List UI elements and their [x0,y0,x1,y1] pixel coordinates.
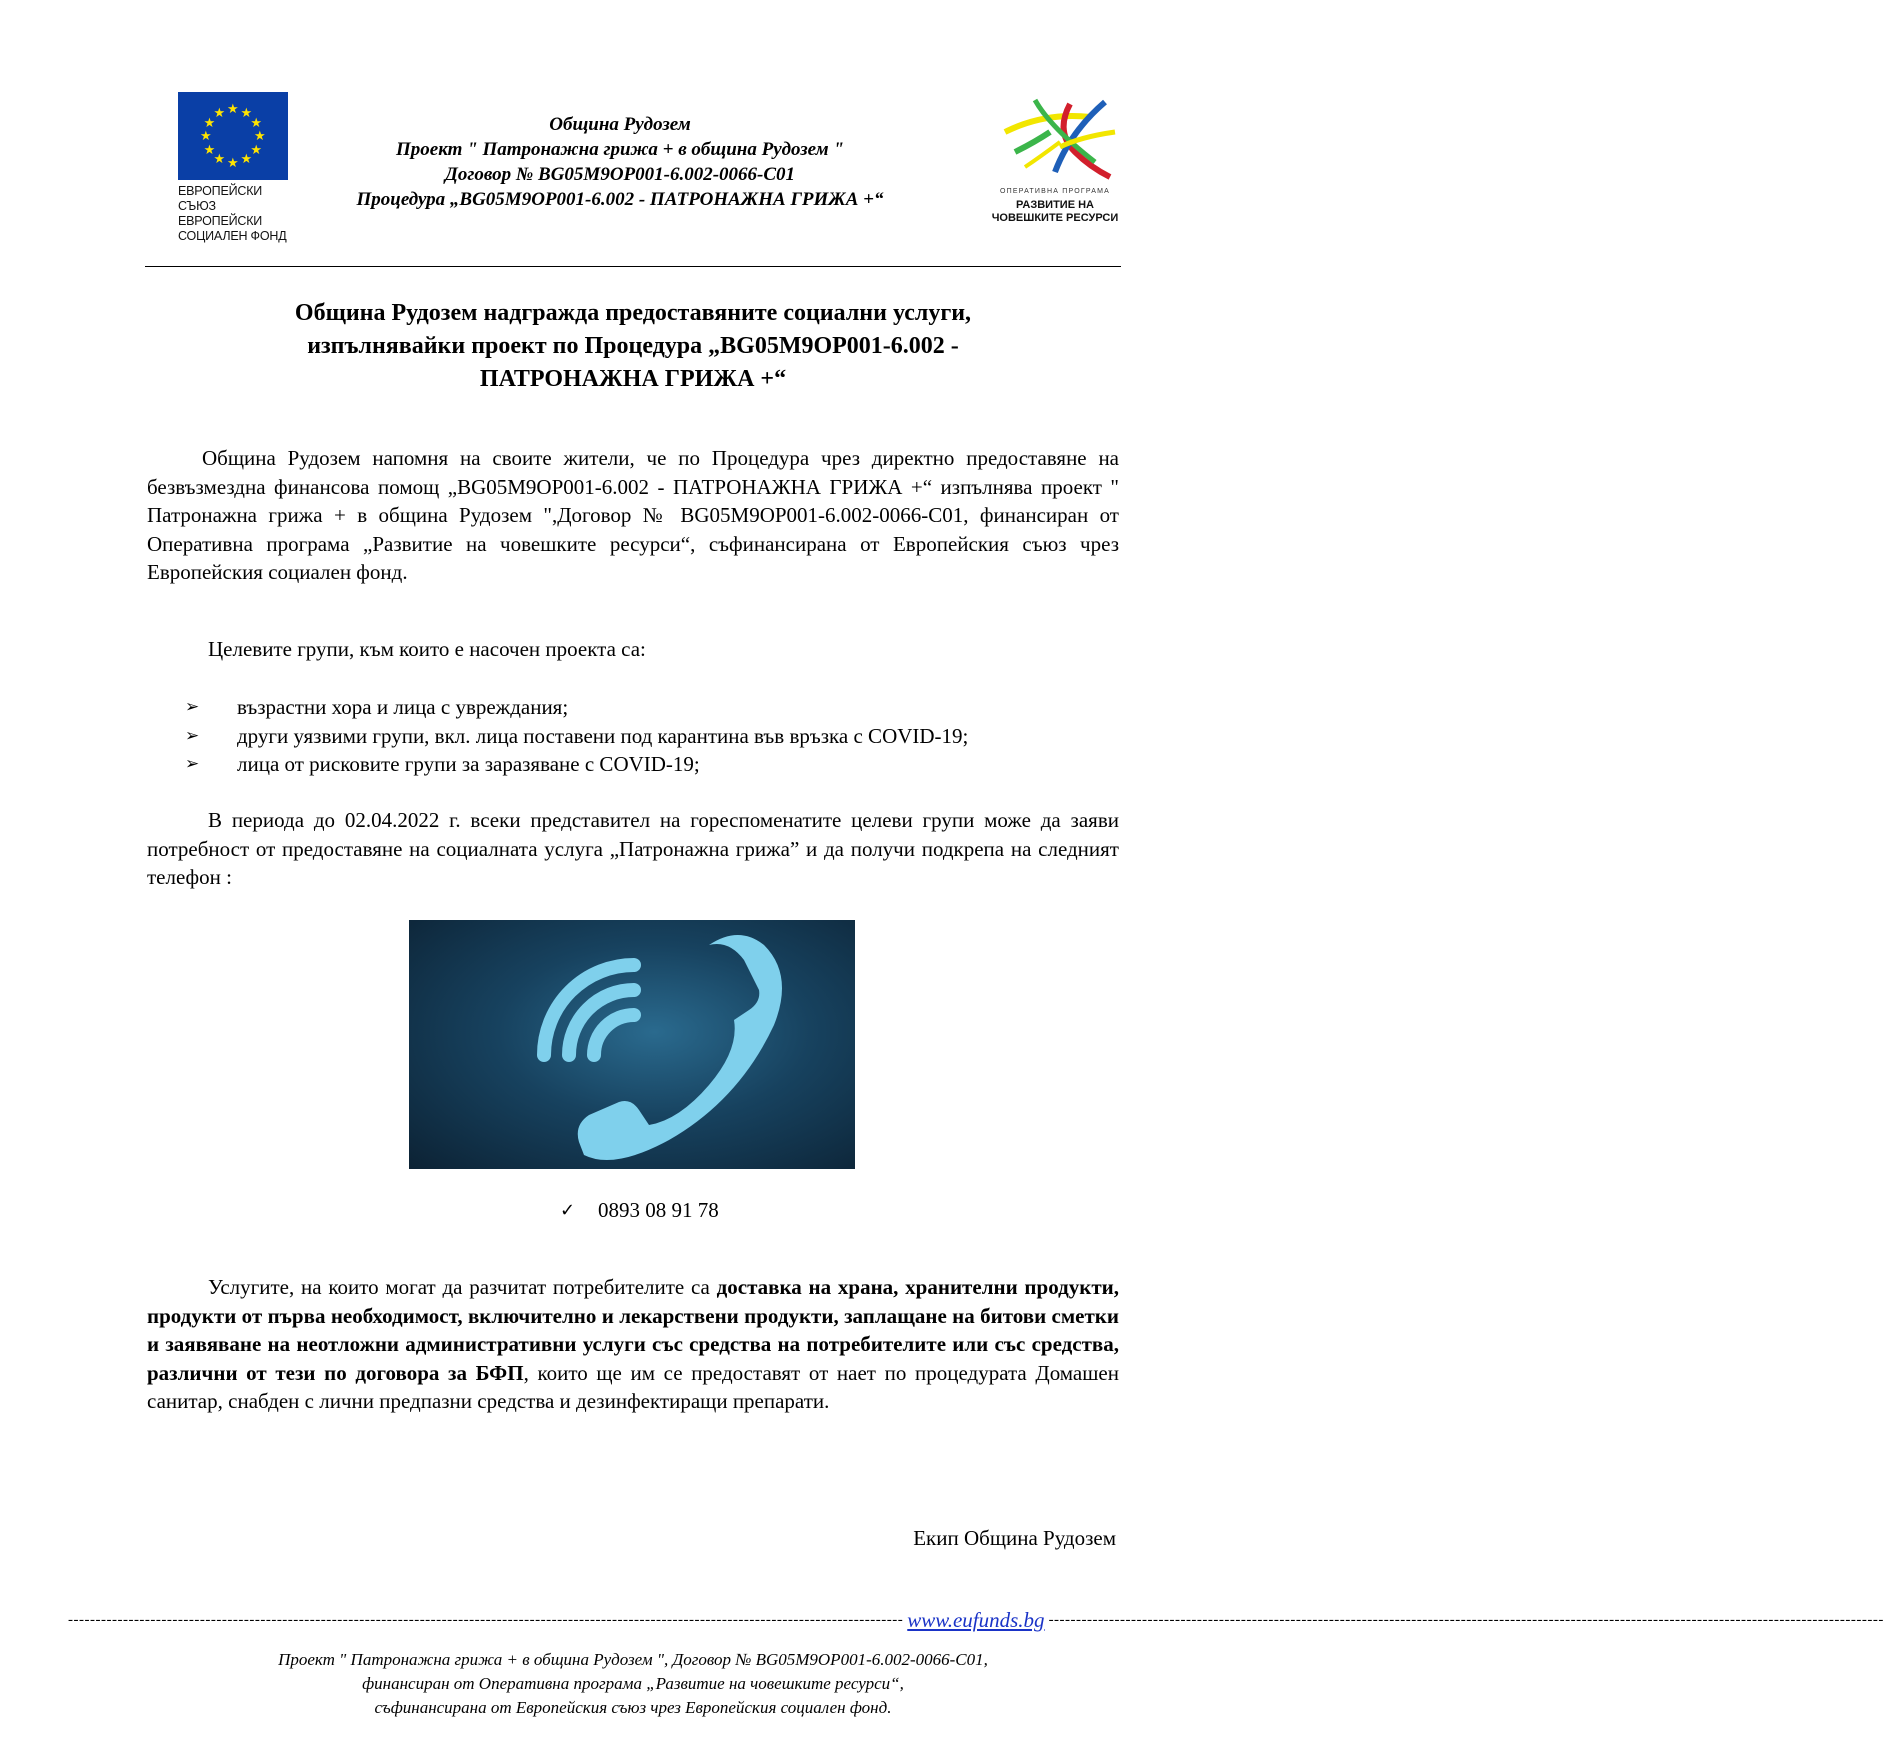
checkmark-icon: ✓ [560,1200,576,1221]
eu-star-icon: ★ [213,151,226,167]
services-text-start: Услугите, на които могат да разчитат потребителите са [208,1275,717,1299]
header-project: Проект " Патронажна грижа + в община Рудозем " [396,139,844,160]
eu-star-icon: ★ [254,128,266,143]
phone-number: 0893 08 91 78 [598,1198,719,1222]
list-item-text: възрастни хора и лица с увреждания; [237,695,569,719]
telephone-image [409,920,855,1169]
eu-star-icon: ★ [203,114,216,130]
arrowhead-bullet-icon: ➢ [185,754,200,774]
eu-star-icon: ★ [227,155,239,170]
footer-dash-left: -------------------------------------------------------------------------------------------------------------------------------------------------------- [68,1612,904,1628]
op-logo-text [975,199,1135,225]
title-line: изпълнявайки проект по Процедура „BG05M9OP001-6.002 - [307,333,959,359]
intro-paragraph: Община Рудозем напомня на своите жители, че по Процедура чрез директно предоставяне на безвъзмездна финансова помощ „BG05M9OP001-6.002 - ПАТРОНАЖНА ГРИЖА +“ изпълнява проект " Патронажна грижа + в община Рудозем ",Договор № BG05M9OP001-6.002-0066-C01, финансиран от Оперативна програма „Развитие на човешките ресурси“, съфинансирана от Европейския съюз чрез Европейския социален фонд. [147,446,1119,584]
eu-star-icon: ★ [250,141,263,157]
header-divider [145,266,1121,267]
list-item [185,722,968,751]
eu-flag-icon [178,92,288,180]
eu-star-icon: ★ [240,151,253,167]
footer-line: Проект " Патронажна грижа + в община Рудозем ", Договор № BG05M9OP001-6.002-0066-C01, [278,1650,988,1669]
eu-star-icon: ★ [200,128,212,143]
op-logo-graphic-icon [975,92,1135,187]
op-logo-small-text: ОПЕРАТИВНА ПРОГРАМА [999,188,1111,195]
op-logo-line: РАЗВИТИЕ НА [1016,199,1094,211]
footer-line: финансиран от Оперативна програма „Развитие на човешките ресурси“, [362,1674,904,1693]
telephone-handset-icon [409,920,855,1169]
header-municipality: Община Рудозем [549,114,691,135]
list-item-text: лица от рисковите групи за заразяване с COVID-19; [237,752,700,776]
header-contract: Договор № BG05M9OP001-6.002-0066-C01 [444,164,796,185]
eu-logo-line: ЕВРОПЕЙСКИ СЪЮЗ [178,184,263,213]
target-groups-intro: Целевите групи, към които е насочен проекта са: [208,637,646,661]
eu-star-icon: ★ [250,114,263,130]
target-groups-list [185,693,968,779]
arrowhead-bullet-icon: ➢ [185,697,200,717]
op-logo [975,92,1135,232]
list-item [185,750,968,779]
services-text-end: , които ще им се предоставят от нает по процедурата Домашен санитар, снабден с лични предпазни средства и дезинфектиращи препарати. [147,1360,1119,1413]
eu-logo-line: СОЦИАЛЕН ФОНД [178,229,287,243]
period-paragraph: В периода до 02.04.2022 г. всеки представител на гореспоменатите целеви групи може да заяви потребност от предоставяне на социалната услуга „Патронажна грижа” и да получи подкрепа на следният телефон : [147,808,1119,889]
signature: Екип Община Рудозем [913,1526,1116,1550]
footer-divider [68,1608,1884,1633]
eufunds-link[interactable]: www.eufunds.bg [907,1608,1045,1632]
header-procedure: Процедура „BG05M9OP001-6.002 - ПАТРОНАЖНА ГРИЖА +“ [356,189,884,210]
eu-star-icon: ★ [203,141,216,157]
services-text-bold: доставка на храна, хранителни продукти, продукти от първа необходимост, включително и лекарствени продукти, заплащане на битови сметки и заявяване на неотложни административни услуги със средства на потребителите или със средства, различни от тези по договора за БФП [147,1275,1119,1385]
footer-dash-right: -------------------------------------------------------------------------------------------------------------------------------------------------------- [1048,1612,1884,1628]
title-line: ПАТРОНАЖНА ГРИЖА +“ [479,366,787,392]
services-paragraph [147,1273,1119,1416]
eu-star-icon: ★ [240,104,253,120]
footer-line: съфинансирана от Европейския съюз чрез Европейския социален фонд. [374,1698,892,1717]
eu-logo-line: ЕВРОПЕЙСКИ [178,214,263,228]
eu-star-icon: ★ [213,104,226,120]
title-line: Община Рудозем надгражда предоставяните социални услуги, [294,300,972,326]
eu-logo [178,92,298,244]
footer-text [145,1648,1121,1720]
eu-logo-text [178,184,298,244]
arrowhead-bullet-icon: ➢ [185,725,200,746]
document-title [145,297,1121,396]
phone-number-line [560,1198,719,1223]
list-item [185,693,968,722]
header-block [300,112,940,212]
eu-star-icon: ★ [227,101,239,116]
list-item-text: други уязвими групи, вкл. лица поставени под карантина във връзка с COVID-19; [237,723,969,748]
op-logo-line: ЧОВЕШКИТЕ РЕСУРСИ [991,212,1119,224]
